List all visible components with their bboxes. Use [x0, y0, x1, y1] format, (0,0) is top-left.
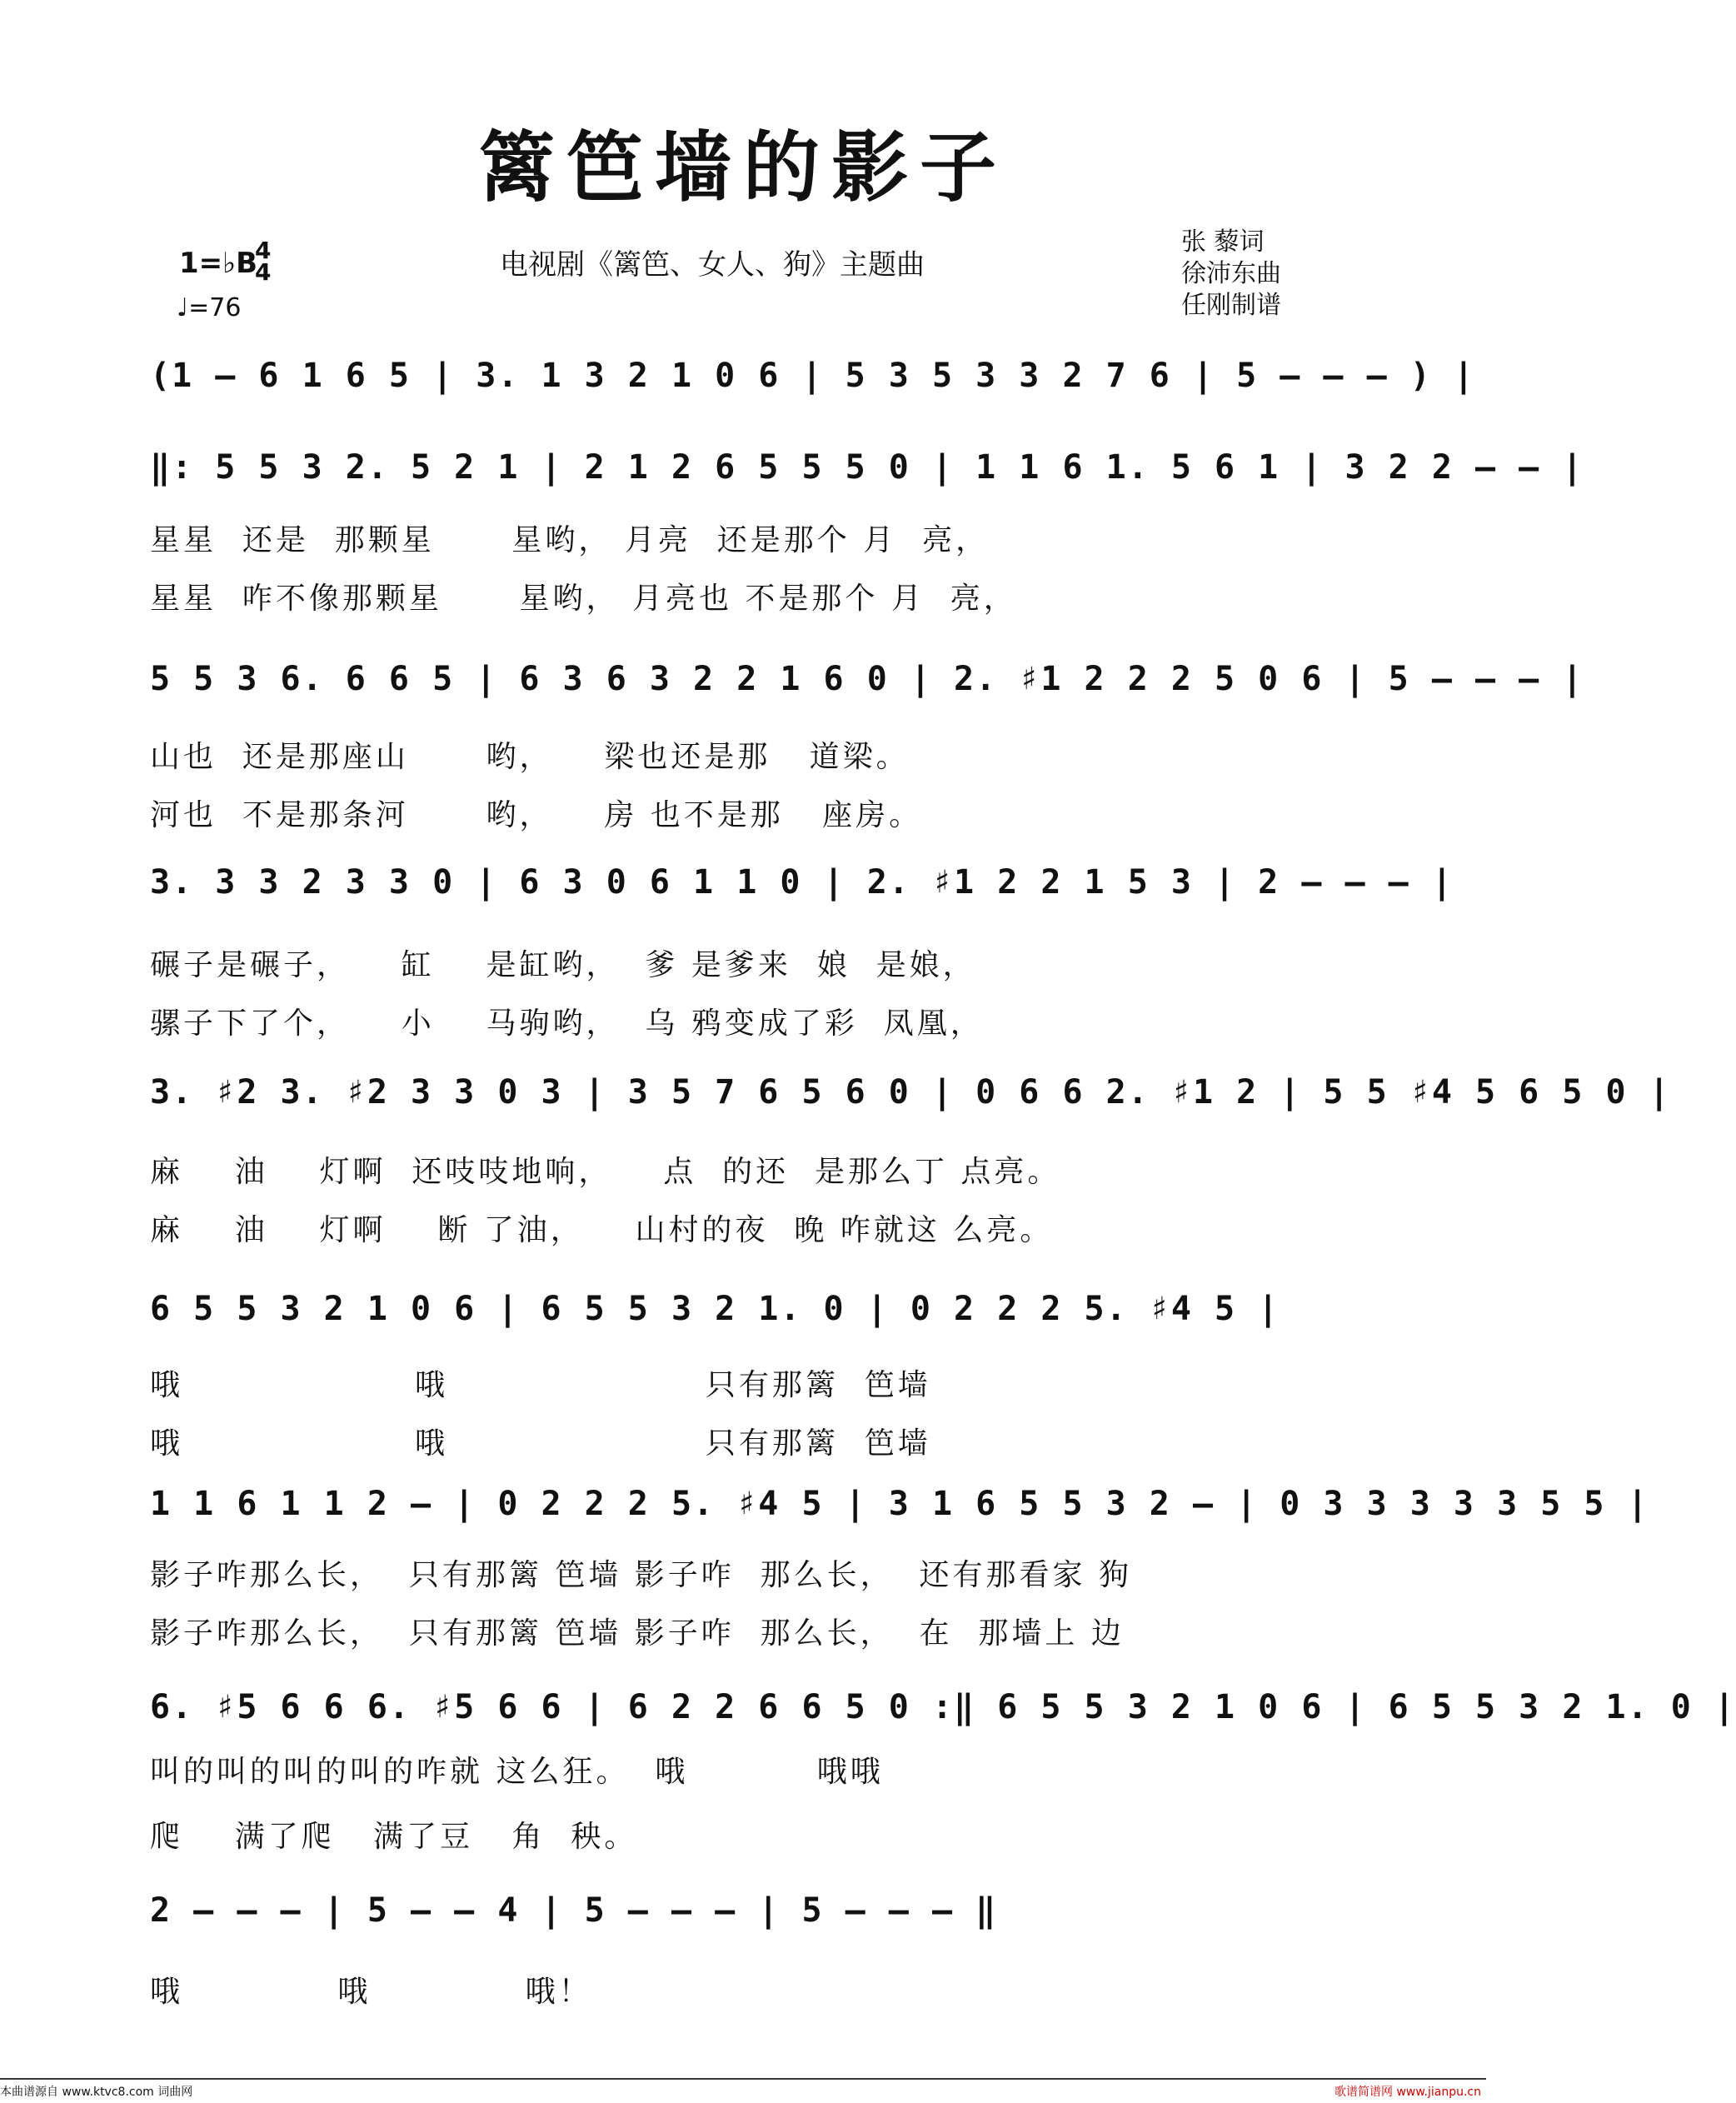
lyric-line: 影子咋那么长， 只有那篱 笆墙 影子咋 那么长， 还有那看家 狗: [150, 1558, 1132, 1592]
staff-line: ‖: 5 5 3 2. 5 2 1 | 2 1 2 6 5 5 5 0 | 1 1 6 1. 5 6 1 | 3 2 2 – – |: [150, 448, 1584, 487]
staff-line: 5 5 3 6. 6 6 5 | 6 3 6 3 2 2 1 6 0 | 2. ♯1 2 2 2 5 0 6 | 5 – – – |: [150, 660, 1584, 698]
lyric-line: 影子咋那么长， 只有那篱 笆墙 影子咋 那么长， 在 那墙上 边: [150, 1616, 1125, 1651]
staff-line: 3. 3 3 2 3 3 0 | 6 3 0 6 1 1 0 | 2. ♯1 2 2 1 5 3 | 2 – – – |: [150, 863, 1454, 902]
lyric-line: 星星 咋不像那颗星 星哟， 月亮也 不是那个 月 亮，: [150, 582, 1017, 616]
subtitle: 电视剧《篱笆、女人、狗》主题曲: [500, 248, 925, 282]
lyric-line: 河也 不是那条河 哟， 房 也不是那 座房。: [150, 798, 923, 832]
staff-line: 1 1 6 1 1 2 – | 0 2 2 2 5. ♯4 5 | 3 1 6 5 5 3 2 – | 0 3 3 3 3 3 5 5 |: [150, 1485, 1649, 1523]
credit-lyricist: 张 藜词: [1181, 227, 1265, 257]
staff-line: 3. ♯2 3. ♯2 3 3 0 3 | 3 5 7 6 5 6 0 | 0 6 6 2. ♯1 2 | 5 5 ♯4 5 6 5 0 |: [150, 1073, 1671, 1111]
lyric-line: 山也 还是那座山 哟， 梁也还是那 道梁。: [150, 740, 910, 774]
footer-source: 本曲谱源自 www.ktvc8.com 词曲网: [0, 2086, 193, 2099]
credit-arranger: 任刚制谱: [1181, 291, 1281, 320]
lyric-line: 麻 油 灯啊 还吱吱地响， 点 的还 是那么丁 点亮。: [150, 1155, 1061, 1189]
footer-watermark: 歌谱简谱网 www.jianpu.cn: [1334, 2086, 1481, 2099]
lyric-line: 哦 哦 只有那篱 笆墙: [150, 1426, 931, 1461]
staff-line: 6. ♯5 6 6 6. ♯5 6 6 | 6 2 2 6 6 5 0 :‖ 6 5 5 3 2 1 0 6 | 6 5 5 3 2 1. 0 |: [150, 1688, 1736, 1726]
lyric-line: 哦 哦 哦！: [150, 1975, 592, 2009]
tempo-mark: ♩=76: [177, 293, 242, 322]
credit-composer: 徐沛东曲: [1181, 259, 1281, 288]
time-signature-bottom: 4: [255, 258, 272, 286]
lyric-line: 骡子下了个， 小 马驹哟， 乌 鸦变成了彩 凤凰，: [150, 1007, 984, 1041]
lyric-line: 碾子是碾子， 缸 是缸哟， 爹 是爹来 娘 是娘，: [150, 948, 976, 982]
staff-line: 6 5 5 3 2 1 0 6 | 6 5 5 3 2 1. 0 | 0 2 2 2 5. ♯4 5 |: [150, 1290, 1280, 1328]
lyric-line: 麻 油 灯啊 断 了油， 山村的夜 晚 咋就这 么亮。: [150, 1213, 1054, 1247]
page-title: 篱笆墙的影子: [477, 122, 1008, 212]
time-signature-top: 4: [255, 237, 272, 264]
lyric-line: 星星 还是 那颗星 星哟， 月亮 还是那个 月 亮，: [150, 523, 990, 557]
credits: [1181, 227, 1281, 322]
lyric-line: 叫的叫的叫的叫的咋就 这么狂。 哦 哦哦: [150, 1755, 884, 1789]
staff-line: 2 – – – | 5 – – 4 | 5 – – – | 5 – – – ‖: [150, 1891, 998, 1930]
lyric-line: 哦 哦 只有那篱 笆墙: [150, 1368, 931, 1402]
lyric-line: 爬 满了爬 满了豆 角 秧。: [150, 1820, 638, 1854]
key-signature: 1=♭B: [179, 247, 258, 280]
time-signature: [255, 237, 272, 286]
staff-line: (1 – 6 1 6 5 | 3. 1 3 2 1 0 6 | 5 3 5 3 3 2 7 6 | 5 – – – ) |: [150, 357, 1476, 395]
footer-divider: [0, 2078, 1486, 2080]
